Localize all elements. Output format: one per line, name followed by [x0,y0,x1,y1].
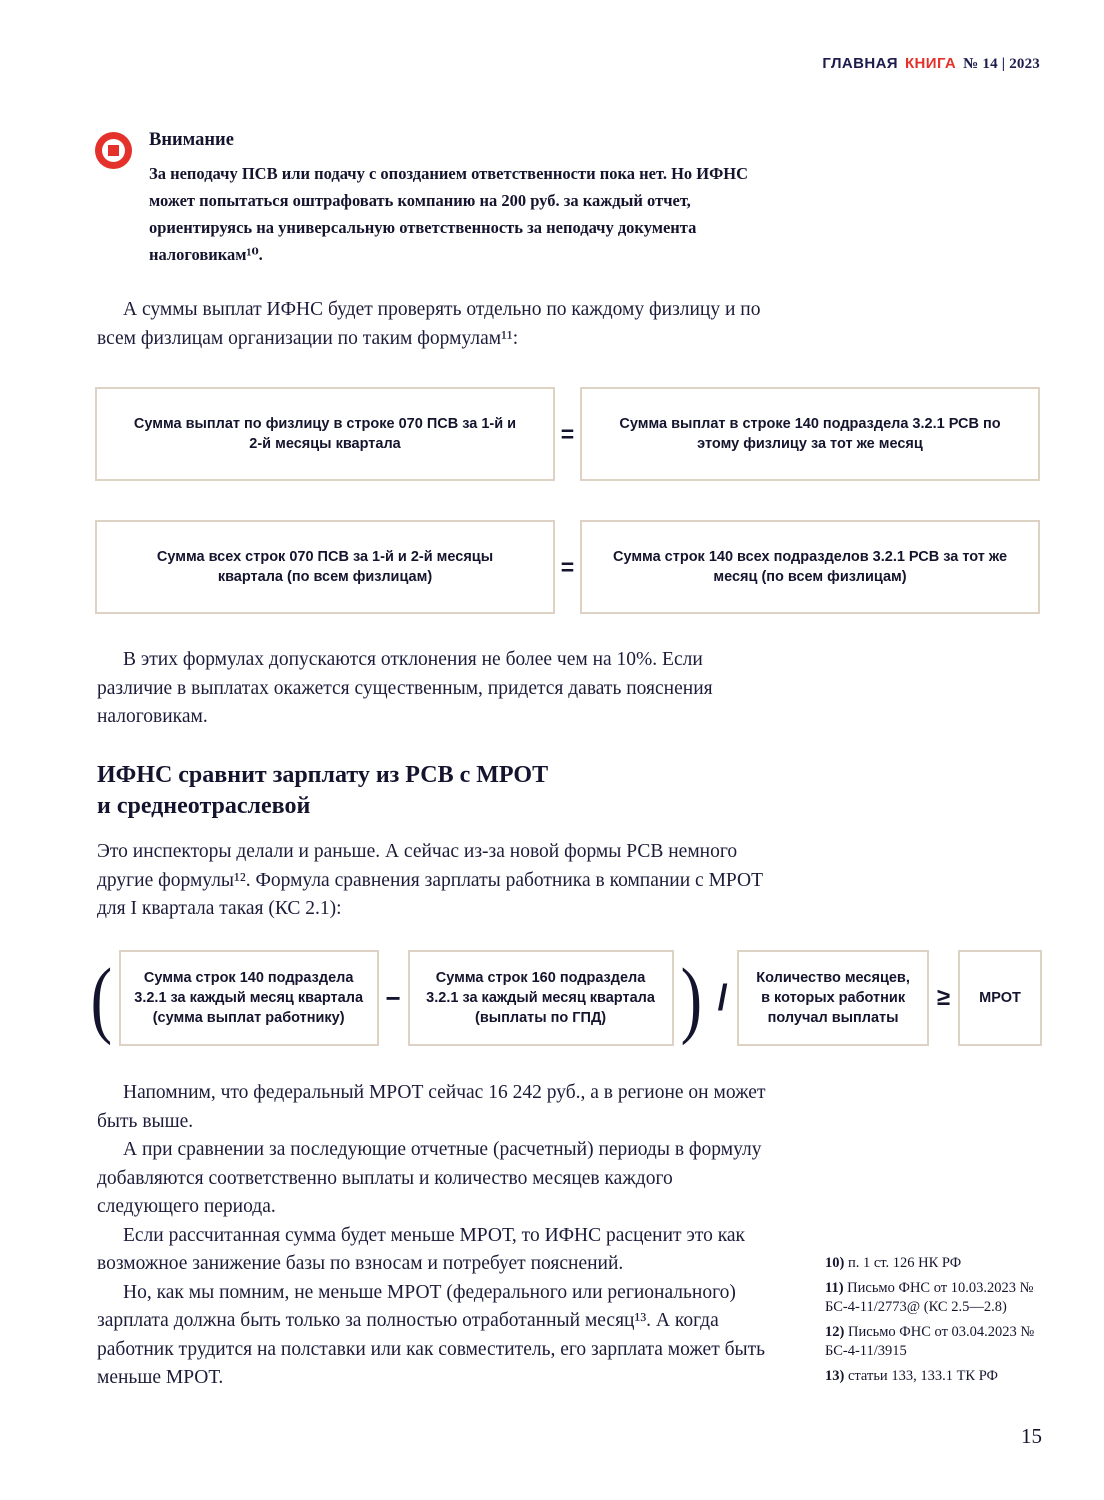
formula-row-3 [84,950,1042,1046]
paragraph-next-periods: А при сравнении за последующие отчетные (расчетный) периоды в формулу добавляются соответственно выплаты и количество месяцев каждого следующего периода. [97,1139,762,1217]
paragraph: Это инспекторы делали и раньше. А сейчас из-за новой формы РСВ немного другие формулы¹². Формула сравнения зарплаты работника в компании с МРОТ для I квартала такая (КС 2.1): [97,841,763,919]
footnotes-column [825,1254,1049,1391]
issue-number: № 14 | 2023 [963,56,1040,72]
close-paren: ) [680,950,702,1046]
magazine-title-main: ГЛАВНАЯ [822,55,898,72]
paragraph: А суммы выплат ИФНС будет проверять отдельно по каждому физлицу и по всем физлицам организации по таким формулам¹¹: [97,299,761,349]
deviation-paragraph-block [97,646,779,732]
page-header [822,55,1040,73]
paragraph-mrot-now: Напомним, что федеральный МРОТ сейчас 16 242 руб., а в регионе он может быть выше. [97,1082,766,1132]
tail-paragraphs-block [97,1079,779,1393]
footnote-13 [825,1367,1049,1387]
formula2-right-box: Сумма строк 140 всех подразделов 3.2.1 РСВ за тот же месяц (по всем физлицам) [580,520,1040,614]
formula3-box1: Сумма строк 140 подраздела 3.2.1 за каждый месяц квартала (сумма выплат работнику) [119,950,379,1046]
formula3-box2: Сумма строк 160 подраздела 3.2.1 за каждый месяц квартала (выплаты по ГПД) [408,950,674,1046]
footnote-text: статьи 133, 133.1 ТК РФ [847,1367,998,1384]
attention-block [95,130,790,268]
formula1-left-box: Сумма выплат по физлицу в строке 070 ПСВ за 1-й и 2-й месяцы квартала [95,387,555,481]
section-heading [97,760,779,822]
formula1-right-box: Сумма выплат в строке 140 подраздела 3.2.1 РСВ по этому физлицу за тот же месяц [580,387,1040,481]
attention-text: За неподачу ПСВ или подачу с опозданием ответственности пока нет. Но ИФНС может попытаться оштрафовать компанию на 200 руб. за каждый отчет, ориентируясь на универсальную ответственность за неподачу документа налоговикам¹⁰. [149,164,749,264]
formula3-box3: Количество месяцев, в которых работник получал выплаты [737,950,929,1046]
footnote-number: 10) [825,1255,845,1271]
divide-operator: / [717,977,728,1018]
formula3-box4-mrot: МРОТ [958,950,1042,1046]
formula2-left-box: Сумма всех строк 070 ПСВ за 1-й и 2-й месяцы квартала (по всем физлицам) [95,520,555,614]
attention-icon-ring [102,139,125,162]
section-intro-block [97,838,779,924]
footnote-number: 12) [825,1323,845,1340]
attention-icon-square [108,145,119,156]
intro-paragraph-block [97,296,779,353]
greater-equal-operator: ≥ [936,984,951,1011]
footnote-text: Письмо ФНС от 10.03.2023 № БС-4-11/2773@ (КС 2.5—2.8) [825,1279,1034,1315]
page-number: 15 [1021,1424,1042,1448]
section-heading-line1: ИФНС сравнит зарплату из РСВ с МРОТ [97,762,549,788]
footnote-number: 11) [825,1279,844,1296]
paragraph-less-than-mrot: Если рассчитанная сумма будет меньше МРОТ, то ИФНС расценит это как возможное занижение базы по взносам и потребует пояснений. [97,1224,746,1274]
footnote-text: Письмо ФНС от 03.04.2023 № БС-4-11/3915 [825,1323,1035,1359]
attention-title: Внимание [149,130,234,150]
footnote-11 [825,1279,1049,1318]
equals-operator: = [560,553,575,580]
formula-row-1 [95,387,1040,481]
equals-operator: = [560,420,575,447]
attention-record-icon [95,132,132,169]
footnote-12 [825,1323,1049,1362]
footnote-10 [825,1254,1049,1274]
section-heading-line2: и среднеотраслевой [97,793,311,819]
paragraph: В этих формулах допускаются отклонения не более чем на 10%. Если различие в выплатах окажется существенным, придется давать пояснения налоговикам. [97,649,713,727]
magazine-title-accent: КНИГА [905,55,957,72]
attention-body [149,130,779,268]
paragraph-reminder: Но, как мы помним, не меньше МРОТ (федерального или регионального) зарплата должна быть только за полностью отработанный месяц¹³. А когда работник трудится на полставки или как совместитель, его зарплата может быть меньше МРОТ. [97,1281,766,1388]
minus-operator: − [385,982,401,1013]
open-paren: ( [90,950,113,1046]
footnote-number: 13) [825,1367,845,1384]
footnote-text: п. 1 ст. 126 НК РФ [847,1255,962,1271]
formula-row-2 [95,520,1040,614]
